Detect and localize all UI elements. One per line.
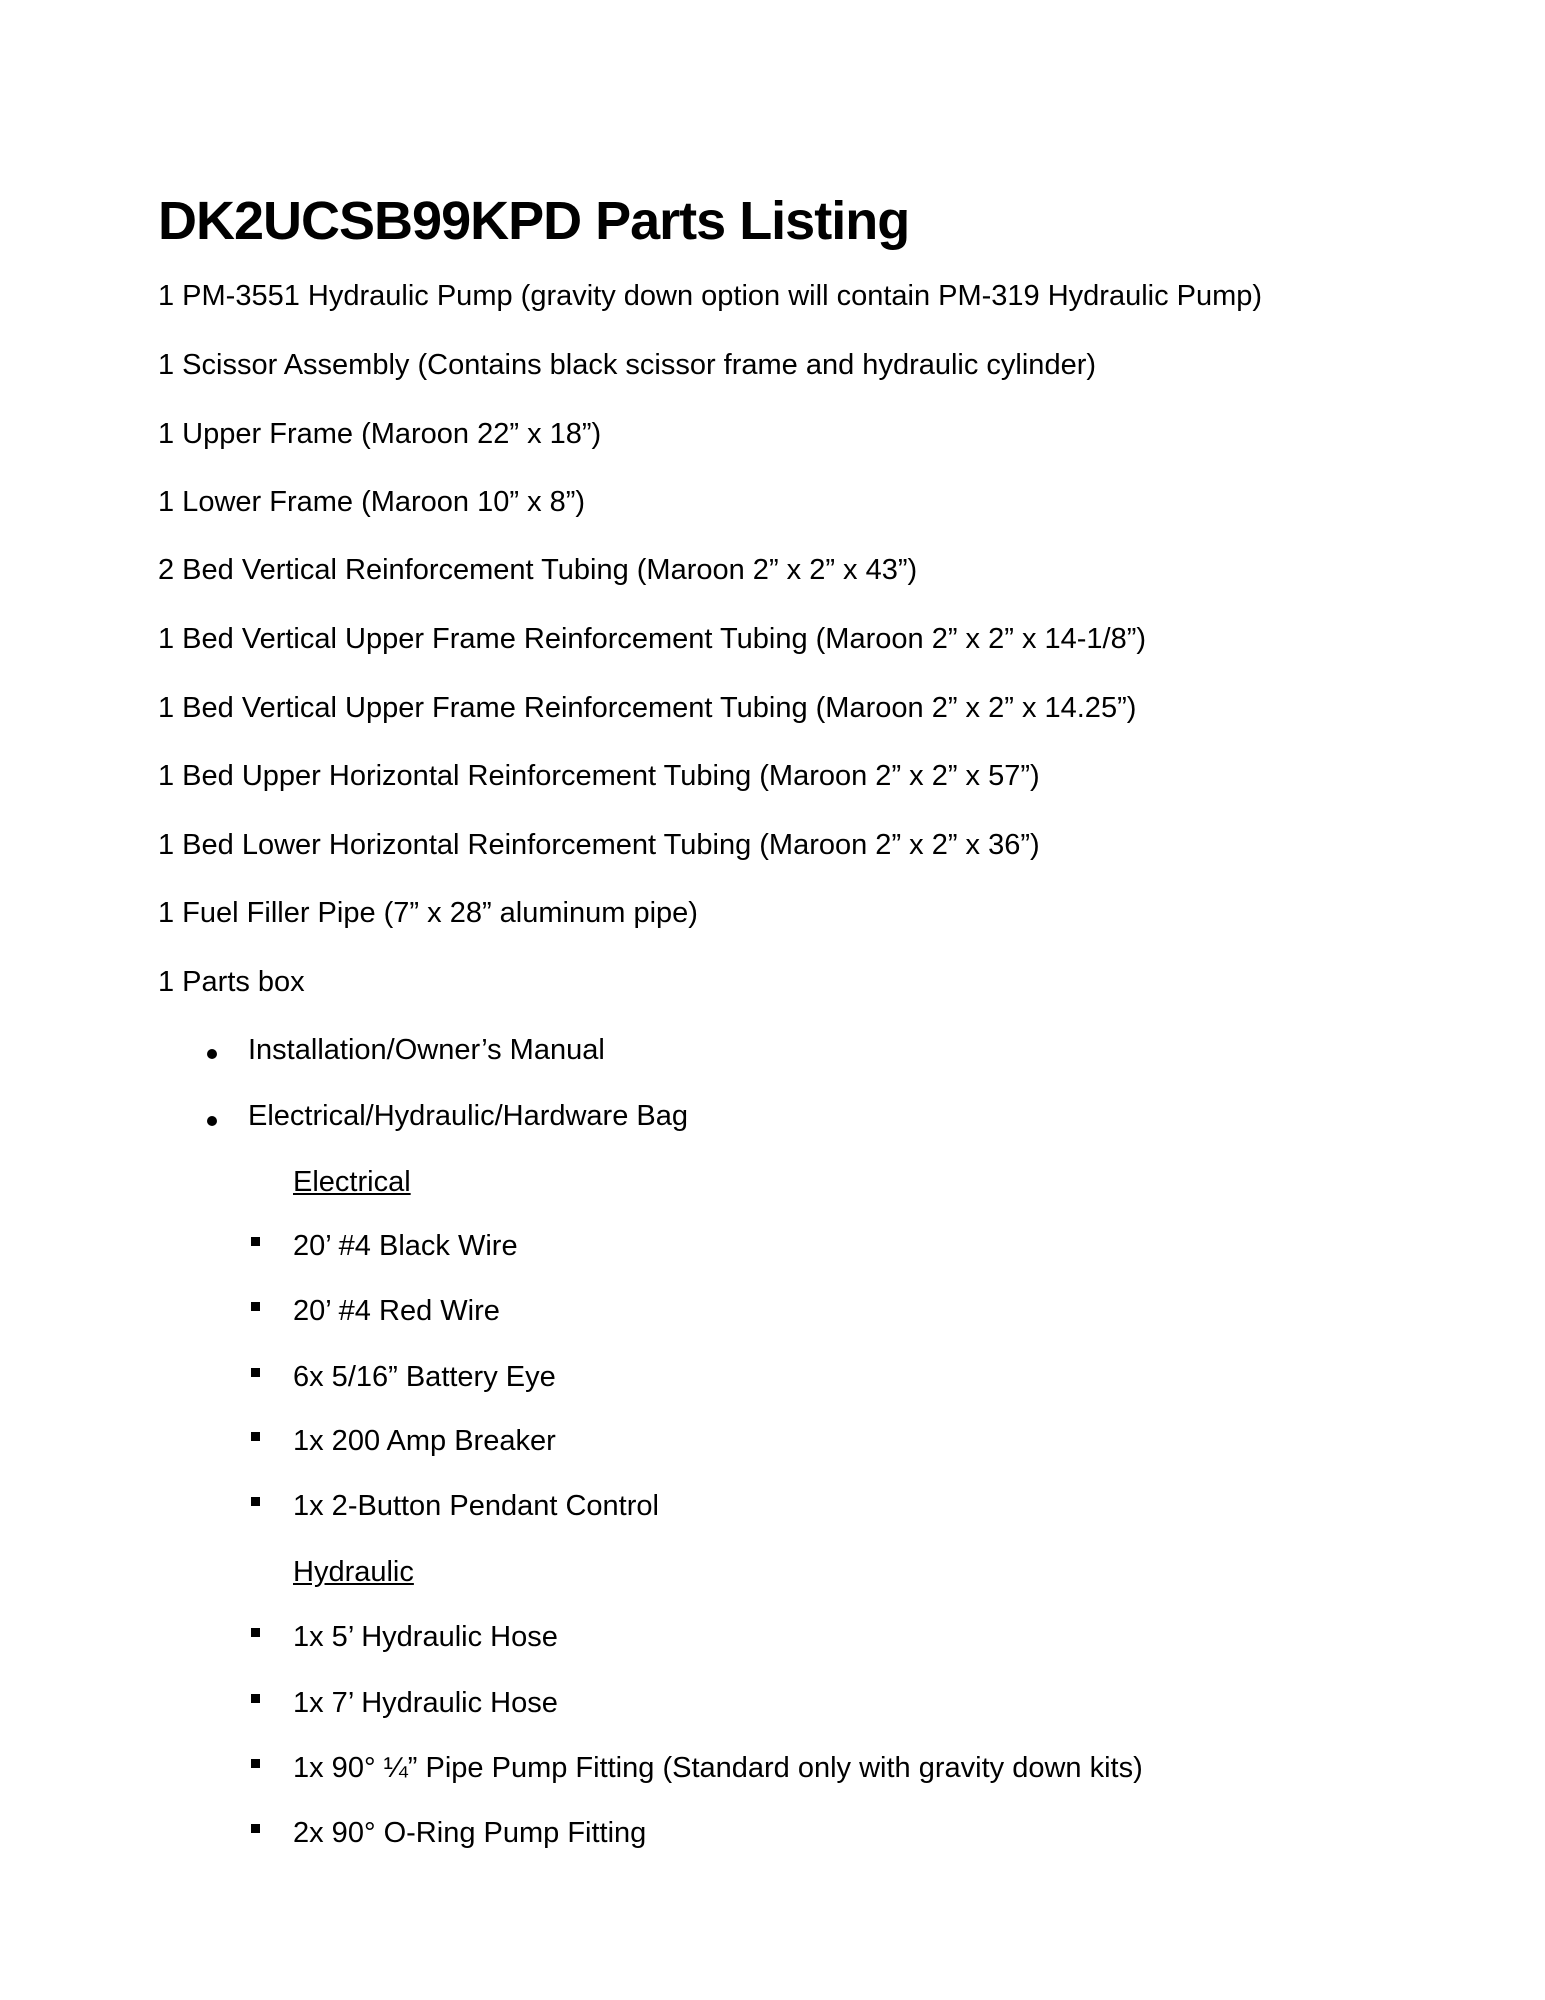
square-bullet-icon [251, 1628, 260, 1637]
square-bullet-icon [251, 1237, 260, 1246]
list-item: 1 Scissor Assembly (Contains black scissor frame and hydraulic cylinder) [158, 349, 1097, 381]
parts-box-item: Electrical/Hydraulic/Hardware Bag [248, 1100, 688, 1132]
square-bullet-icon [251, 1432, 260, 1441]
list-item: 1 Lower Frame (Maroon 10” x 8”) [158, 486, 586, 518]
list-item: 1 Bed Lower Horizontal Reinforcement Tubing (Maroon 2” x 2” x 36”) [158, 829, 1040, 861]
hydraulic-item: 1x 90° ¼” Pipe Pump Fitting (Standard only with gravity down kits) [293, 1752, 1143, 1784]
list-item: 2 Bed Vertical Reinforcement Tubing (Maroon 2” x 2” x 43”) [158, 554, 918, 586]
list-item: 1 Fuel Filler Pipe (7” x 28” aluminum pipe) [158, 897, 698, 929]
hydraulic-item: 2x 90° O-Ring Pump Fitting [293, 1817, 647, 1849]
list-item: 1 Bed Upper Horizontal Reinforcement Tubing (Maroon 2” x 2” x 57”) [158, 760, 1040, 792]
bullet-dot-icon [207, 1116, 217, 1126]
hydraulic-item: 1x 5’ Hydraulic Hose [293, 1621, 558, 1653]
page-title: DK2UCSB99KPD Parts Listing [158, 191, 910, 251]
bullet-dot-icon [207, 1049, 217, 1059]
list-item: 1 PM-3551 Hydraulic Pump (gravity down option will contain PM-319 Hydraulic Pump) [158, 280, 1263, 312]
hydraulic-heading: Hydraulic [293, 1556, 414, 1588]
square-bullet-icon [251, 1302, 260, 1311]
electrical-item: 6x 5/16” Battery Eye [293, 1361, 556, 1393]
list-item: 1 Upper Frame (Maroon 22” x 18”) [158, 418, 602, 450]
electrical-item: 1x 2-Button Pendant Control [293, 1490, 659, 1522]
square-bullet-icon [251, 1759, 260, 1768]
square-bullet-icon [251, 1824, 260, 1833]
list-item: 1 Parts box [158, 966, 305, 998]
electrical-heading: Electrical [293, 1166, 411, 1198]
electrical-item: 1x 200 Amp Breaker [293, 1425, 556, 1457]
square-bullet-icon [251, 1694, 260, 1703]
electrical-item: 20’ #4 Red Wire [293, 1295, 500, 1327]
parts-box-item: Installation/Owner’s Manual [248, 1034, 605, 1066]
list-item: 1 Bed Vertical Upper Frame Reinforcement Tubing (Maroon 2” x 2” x 14.25”) [158, 692, 1137, 724]
electrical-item: 20’ #4 Black Wire [293, 1230, 518, 1262]
square-bullet-icon [251, 1497, 260, 1506]
hydraulic-item: 1x 7’ Hydraulic Hose [293, 1687, 558, 1719]
list-item: 1 Bed Vertical Upper Frame Reinforcement Tubing (Maroon 2” x 2” x 14-1/8”) [158, 623, 1147, 655]
square-bullet-icon [251, 1368, 260, 1377]
